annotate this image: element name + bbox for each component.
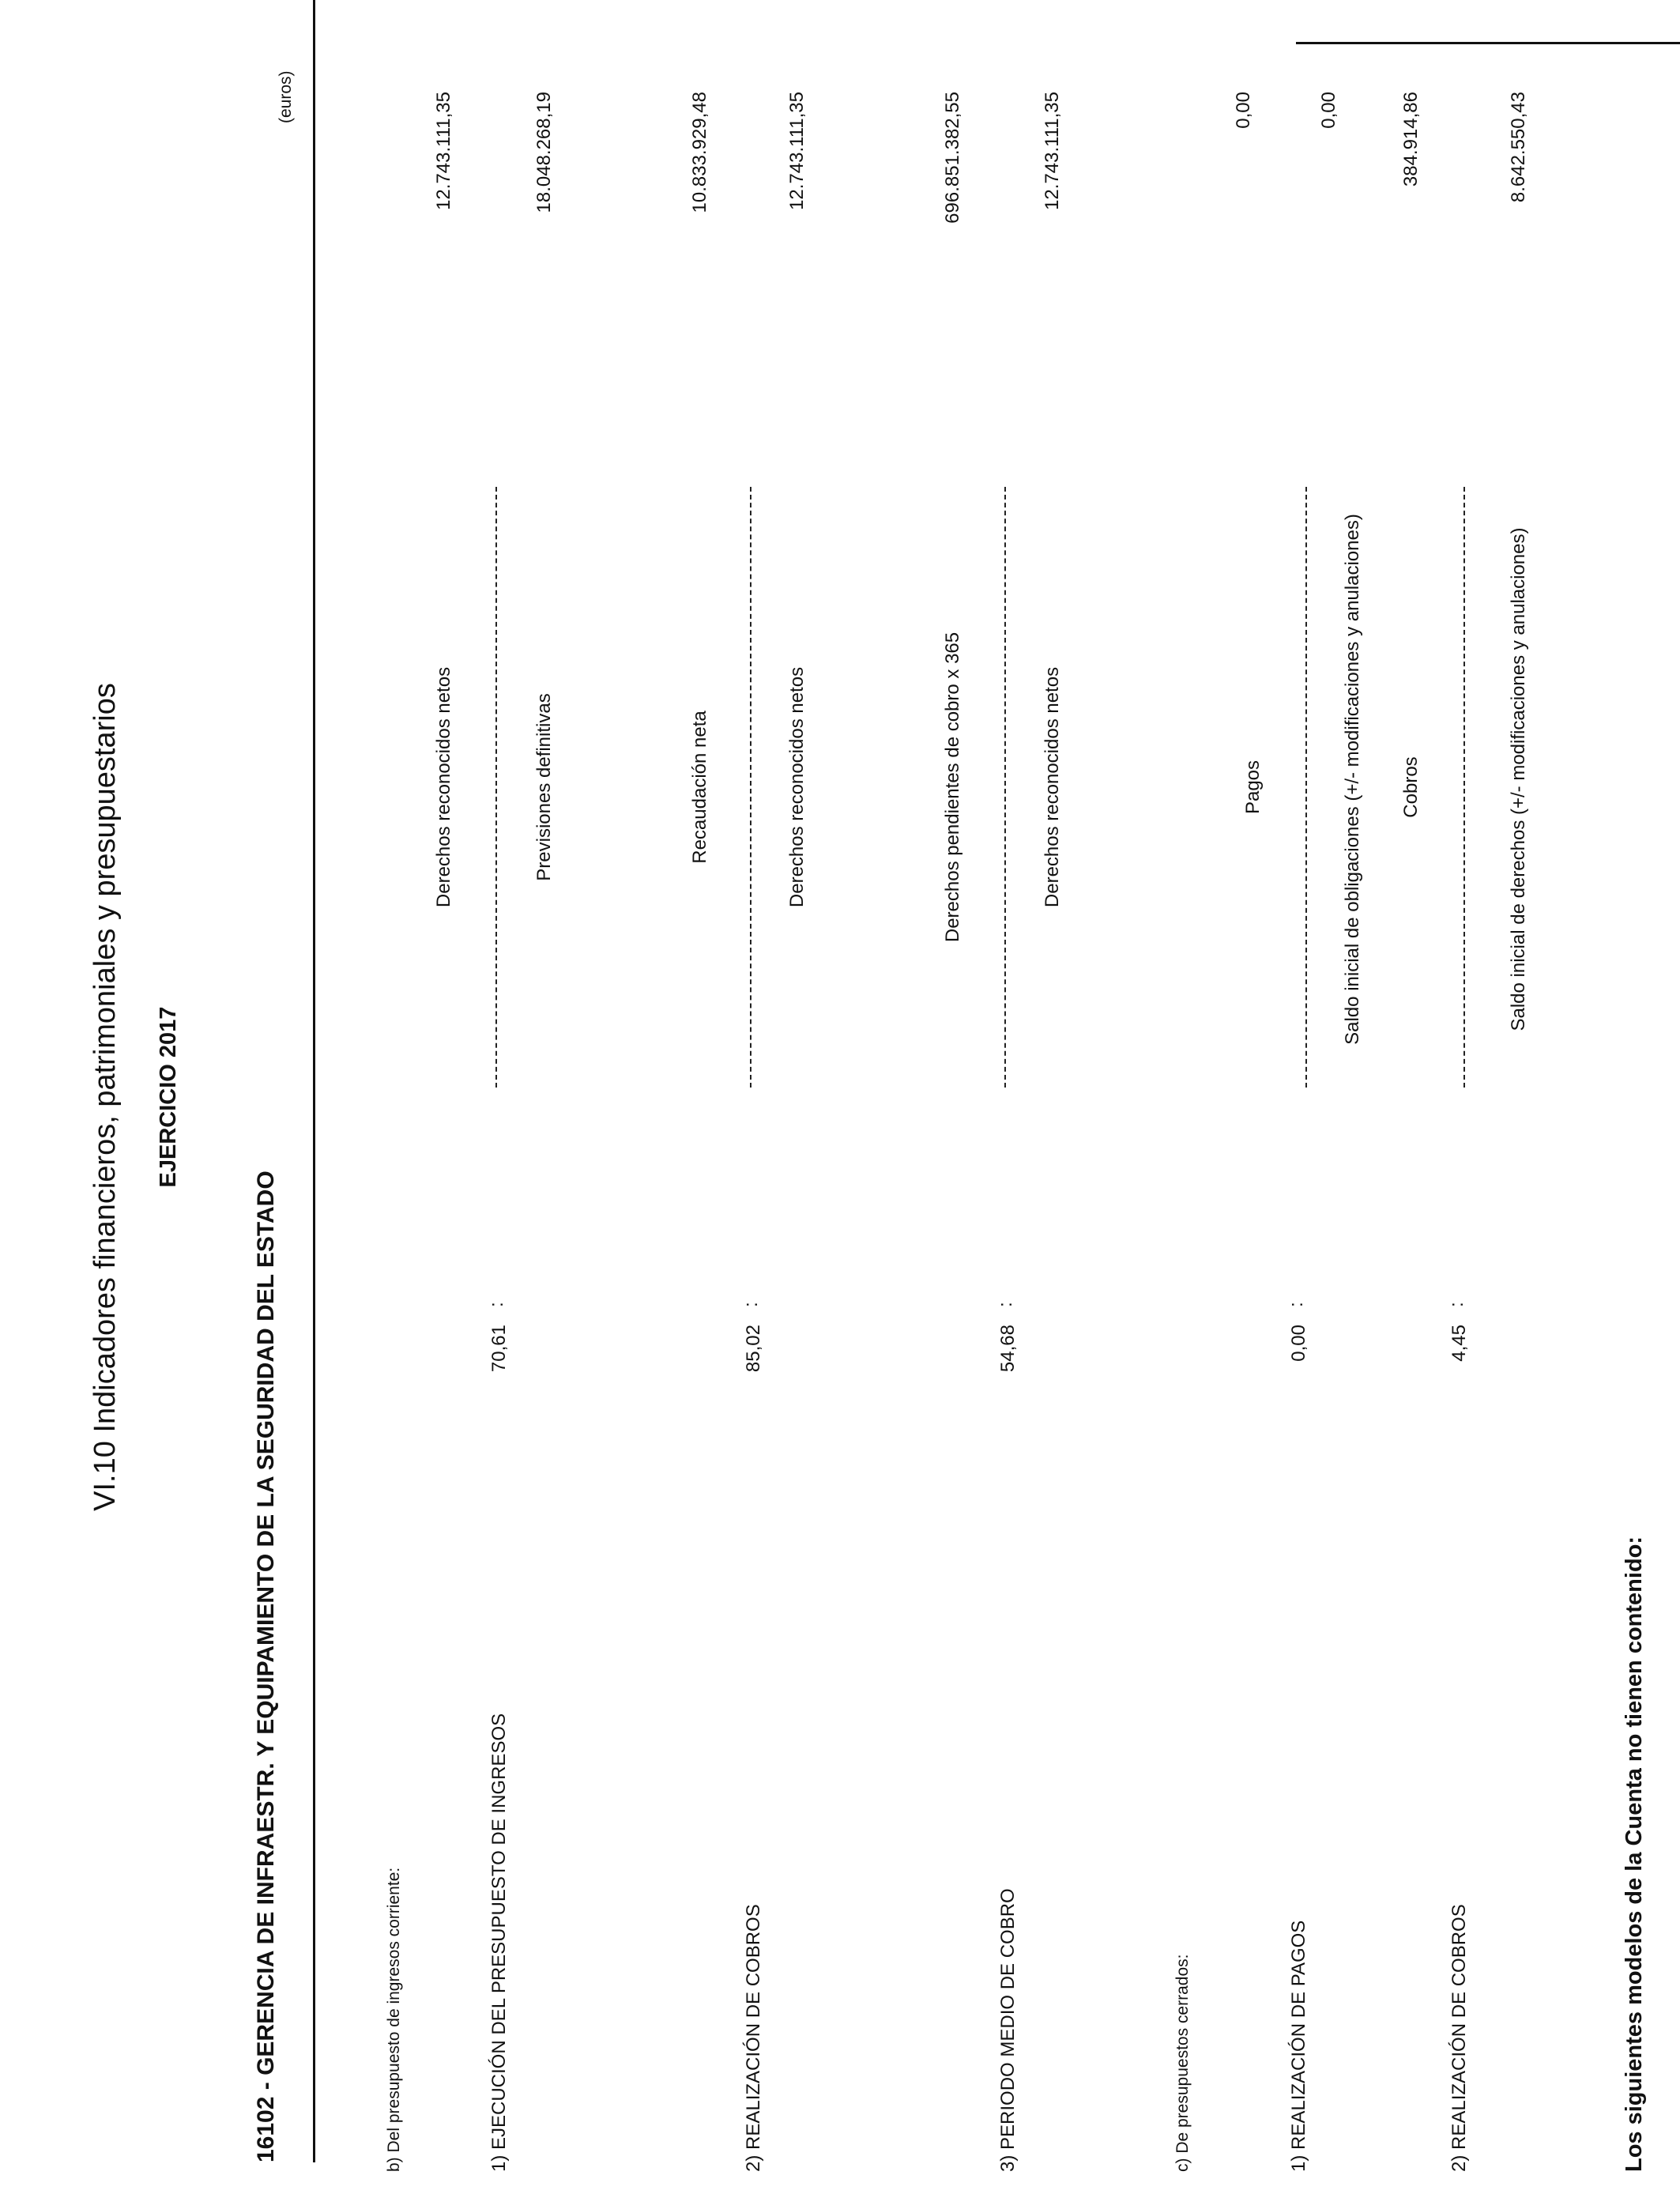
row-5-numerator: Cobros <box>1400 756 1422 818</box>
row-1-denominator: Previsiones definitivas <box>533 693 555 881</box>
row-5-denominator: Saldo inicial de derechos (+/- modificaciones y anulaciones) <box>1508 527 1529 1031</box>
row-2-denominator-value: 12.743.111,35 <box>786 92 808 210</box>
footer-note: Los siguientes modelos de la Cuenta no tienen contenido: <box>1622 1536 1647 2172</box>
row-2-numerator-value: 10.833.929,48 <box>689 92 710 213</box>
row-4-label: 1) REALIZACIÓN DE PAGOS <box>1288 1920 1309 2172</box>
row-5-label: 2) REALIZACIÓN DE COBROS <box>1448 1904 1470 2172</box>
row-2-denominator: Derechos reconocidos netos <box>786 666 808 908</box>
row-1-fraction-line <box>495 487 497 1088</box>
row-3-fraction-line <box>1004 487 1006 1088</box>
row-1-denominator-value: 18.048.268,19 <box>533 92 555 213</box>
row-4-denominator-value: 0,00 <box>1233 92 1254 129</box>
row-2-label: 2) REALIZACIÓN DE COBROS <box>743 1904 764 2172</box>
row-1-numerator: Derechos reconocidos netos <box>433 666 454 908</box>
row-4-numerator-value: 0,00 <box>1318 92 1339 129</box>
section-b-title: b) Del presupuesto de ingresos corriente: <box>385 1867 403 2172</box>
row-1-colon: : <box>486 1302 507 1307</box>
row-3-numerator: Derechos pendientes de cobro x 365 <box>942 631 963 943</box>
header-rule <box>313 0 315 2162</box>
row-4-ratio: 0,00 <box>1288 1325 1309 1362</box>
row-2-colon: : <box>740 1302 762 1307</box>
row-2-fraction-line <box>750 487 751 1088</box>
entity-name: 16102 - GERENCIA DE INFRAESTR. Y EQUIPAMIENTO DE LA SEGURIDAD DEL ESTADO <box>253 1171 279 2162</box>
row-2-numerator: Recaudación neta <box>689 711 710 864</box>
row-5-fraction-line <box>1463 487 1465 1088</box>
row-3-denominator-value: 12.743.111,35 <box>1042 92 1063 210</box>
row-5-ratio: 4,45 <box>1448 1325 1470 1362</box>
row-3-label: 3) PERIODO MEDIO DE COBRO <box>997 1888 1019 2172</box>
row-5-numerator-value: 384.914,86 <box>1400 92 1422 187</box>
row-5-denominator-value: 8.642.550,43 <box>1508 92 1529 203</box>
exercise-year: EJERCICIO 2017 <box>156 1006 181 1188</box>
row-3-ratio: 54,68 <box>997 1325 1019 1373</box>
row-4-denominator: Saldo inicial de obligaciones (+/- modificaciones y anulaciones) <box>1342 514 1363 1045</box>
section-c-title: c) De presupuestos cerrados: <box>1173 1954 1192 2172</box>
report-title: VI.10 Indicadores financieros, patrimoniales y presupuestarios <box>89 683 122 1511</box>
right-rule <box>1296 42 1680 44</box>
row-3-colon: : <box>995 1302 1016 1307</box>
row-4-numerator: Pagos <box>1242 760 1264 815</box>
row-1-ratio: 70,61 <box>488 1325 510 1373</box>
row-1-numerator-value: 12.743.111,35 <box>433 92 454 210</box>
row-3-denominator: Derechos reconocidos netos <box>1042 666 1063 908</box>
row-4-colon: : <box>1286 1302 1307 1307</box>
unit-label: (euros) <box>277 70 295 123</box>
row-2-ratio: 85,02 <box>743 1325 764 1373</box>
row-1-label: 1) EJECUCIÓN DEL PRESUPUESTO DE INGRESOS <box>488 1713 510 2172</box>
row-5-colon: : <box>1446 1302 1467 1307</box>
row-3-numerator-value: 696.851.382,55 <box>942 92 963 224</box>
row-4-fraction-line <box>1305 487 1307 1088</box>
